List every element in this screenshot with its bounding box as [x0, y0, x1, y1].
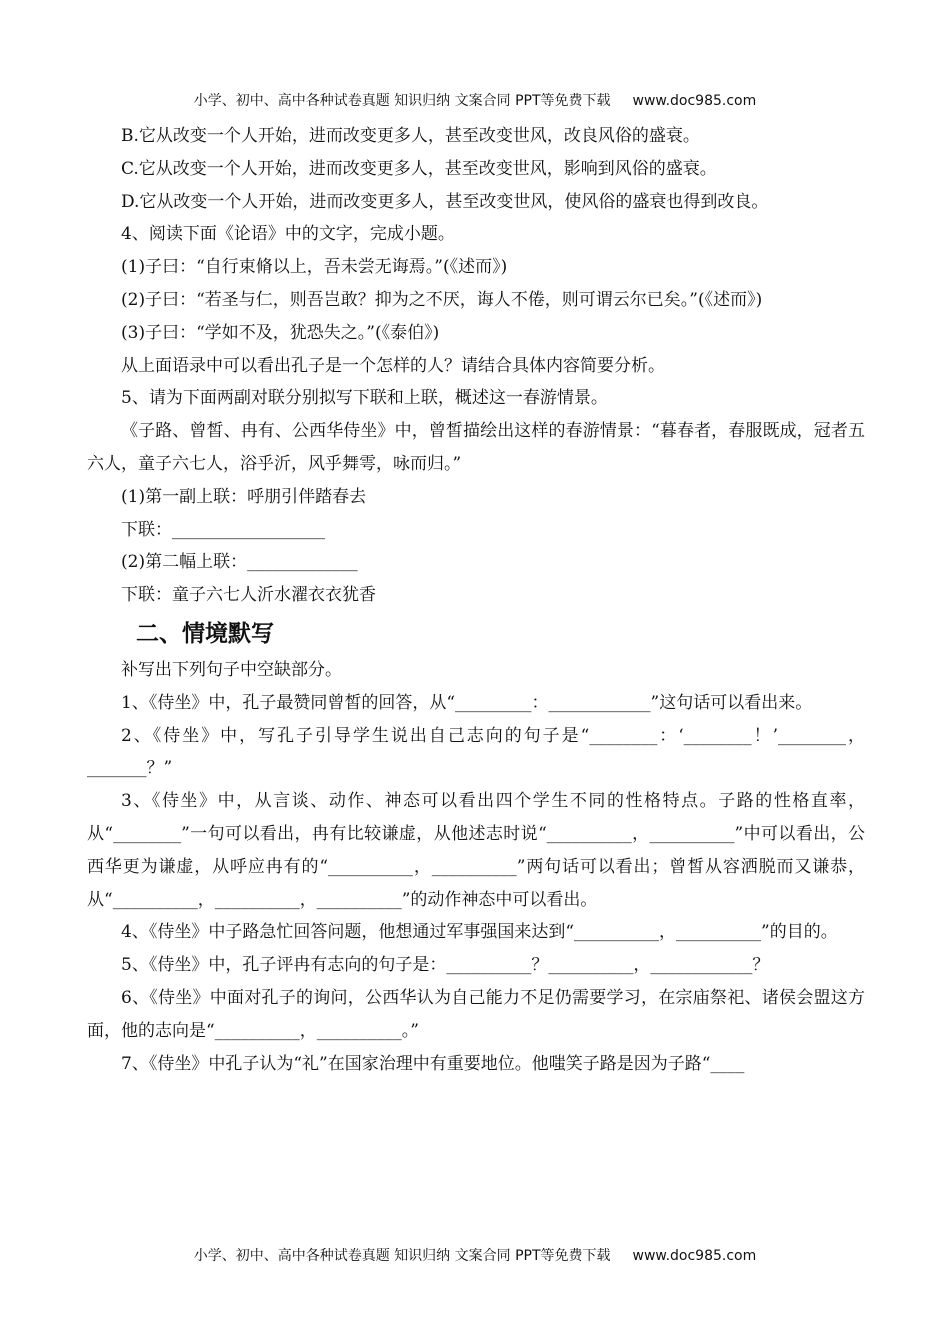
quote-1: (1)子曰：“自行束脩以上，吾未尝无诲焉。”(《述而》): [121, 257, 508, 278]
section-title: 二、情境默写: [136, 620, 274, 647]
option-b: B.它从改变一个人开始，进而改变更多人，甚至改变世风，改良风俗的盛衰。: [121, 126, 700, 146]
couplet-2-upper: (2)第二幅上联：_____________: [121, 552, 358, 573]
quote-3: (3)子曰：“学如不及，犹恐失之。”(《泰伯》): [121, 322, 440, 343]
question-5-context: 《子路、曾皙、冉有、公西华侍坐》中，曾皙描绘出这样的春游情景：“暮春者，春服既成，冠者五六人，童子六七人，浴乎沂，风乎舞雩，咏而归。”: [87, 421, 865, 474]
recitation-q2: 2、《侍坐》中，写孔子引导学生说出自己志向的句子是“________：‘________！’________，_______？”: [87, 725, 865, 779]
question-5: 5、请为下面两副对联分别拟写下联和上联，概述这一春游情景。: [121, 388, 608, 409]
option-d: D.它从改变一个人开始，进而改变更多人，甚至改变世风，使风俗的盛衰也得到改良。: [121, 191, 769, 212]
section-instruction: 补写出下列句子中空缺部分。: [121, 659, 342, 680]
recitation-q5: 5、《侍坐》中，孔子评冉有志向的句子是：__________？__________，____________？: [121, 955, 770, 976]
couplet-1-upper: (1)第一副上联：呼朋引伴踏春去: [121, 486, 367, 507]
question-4: 4、阅读下面《论语》中的文字，完成小题。: [121, 224, 455, 245]
page-header: [0, 90, 950, 110]
footer-banner: 小学、初中、高中各种试卷真题 知识归纳 文案合同 PPT等免费下载: [193, 1248, 611, 1264]
recitation-q4: 4、《侍坐》中子路急忙回答问题，他想通过军事强国来达到“__________，__________”的目的。: [121, 922, 838, 943]
recitation-q3: 3、《侍坐》中，从言谈、动作、神态可以看出四个学生不同的性格特点。子路的性格直率，从“________”一句可以看出，冉有比较谦虚，从他述志时说“__________，__________”中可以看出，公西华更为谦虚，从呼应冉有的“__________，__________”两句话可以看出；曾皙从容洒脱而又谦恭，从“__________，__________，__________”的动作神态中可以看出。: [87, 791, 865, 910]
couplet-1-lower: 下联：__________________: [121, 519, 325, 540]
recitation-q1: 1、《侍坐》中，孔子最赞同曾皙的回答，从“_________：____________”这句话可以看出来。: [121, 692, 813, 713]
page-footer: [0, 1245, 950, 1265]
footer-site[interactable]: www.doc985.com: [632, 1248, 757, 1264]
recitation-q6: 6、《侍坐》中面对孔子的询问，公西华认为自己能力不足仍需要学习，在宗庙祭祀、诸侯会盟这方面，他的志向是“__________，__________。”: [87, 987, 865, 1041]
couplet-2-lower: 下联：童子六七人沂水濯衣衣犹香: [121, 585, 376, 606]
quote-2: (2)子曰：“若圣与仁，则吾岂敢？抑为之不厌，诲人不倦，则可谓云尔已矣。”(《述而》): [121, 289, 763, 310]
document-body: [87, 120, 865, 1080]
recitation-q7: 7、《侍坐》中孔子认为“礼”在国家治理中有重要地位。他嗤笑子路是因为子路“____: [121, 1053, 745, 1074]
option-c: C.它从改变一个人开始，进而改变更多人，甚至改变世风，影响到风俗的盛衰。: [121, 158, 717, 179]
header-banner: 小学、初中、高中各种试卷真题 知识归纳 文案合同 PPT等免费下载: [193, 93, 611, 109]
header-site[interactable]: www.doc985.com: [632, 93, 757, 109]
question-4-prompt: 从上面语录中可以看出孔子是一个怎样的人？请结合具体内容简要分析。: [121, 355, 665, 376]
